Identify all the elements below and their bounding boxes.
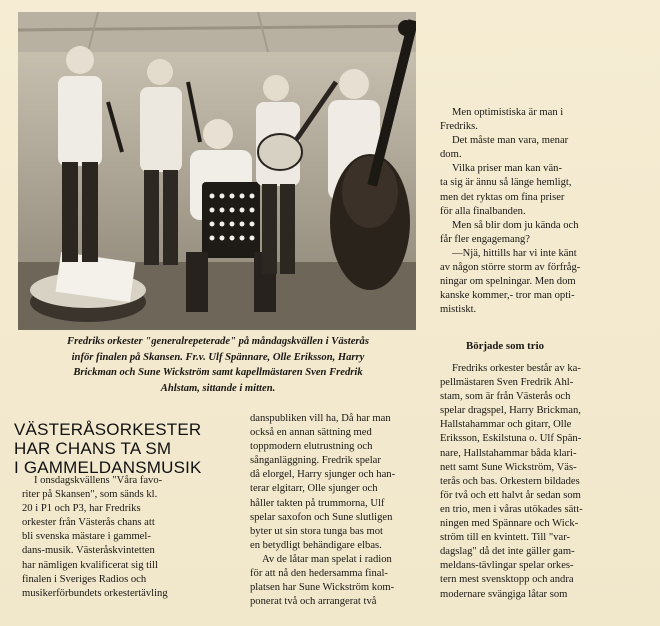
text-line: för att nå den hedersamma final- (250, 568, 388, 580)
text-line: terar elgitarr, Olle sjunger och (250, 483, 378, 495)
photo-caption (18, 334, 418, 396)
text-line: platsen har Sune Wickström kom- (250, 582, 395, 594)
article-column-2 (250, 412, 430, 609)
text-line: sånganläggning. Fredrik spelar (250, 455, 381, 467)
band-photo (18, 12, 416, 330)
headline-line: VÄSTERÅSORKESTER (14, 420, 202, 439)
text-line: musikerförbundets orkestertävling (22, 587, 168, 599)
article-headline (14, 420, 244, 477)
text-line: toppmodern elutrustning och (250, 441, 373, 453)
text-line: Det måste man vara, menar (452, 135, 569, 147)
text-line: håller takten på trummorna, Ulf (250, 497, 385, 509)
text-line: terås och bas. Orkestern bildades (440, 475, 580, 487)
caption-line: inför finalen på Skansen. Fr.v. Ulf Spännare, Olle Eriksson, Harry (71, 351, 365, 363)
text-line: av någon större storm av förfråg- (440, 262, 581, 274)
text-line: meldans-tävlingar spelar orkes- (440, 560, 574, 572)
text-line: Men optimistiska är man i (452, 107, 564, 118)
text-line: finalen i Sveriges Radios och (22, 573, 147, 585)
text-line: Hallstahammar och gitarr, Olle (440, 419, 572, 431)
text-line: spelar dragspel, Harry Brickman, (440, 405, 581, 417)
caption-line: Brickman och Sune Wickström samt kapellmästaren Sven Fredrik (73, 367, 363, 378)
text-line: en betydligt behändigare elbas. (250, 539, 382, 551)
text-line: en trio, men i våras utökades sätt- (440, 503, 583, 515)
text-line: spelar saxofon och Sune slutligen (250, 511, 393, 523)
text-line: då elorgel, Harry sjunger och han- (250, 469, 396, 481)
text-line: ta sig är ännu så länge hemligt, (440, 177, 572, 189)
text-line: för två och ett halvt år sedan som (440, 489, 581, 501)
text-line: I onsdagskvällens "Våra favo- (34, 475, 163, 486)
text-line: dagslag" då det inte gäller gam- (440, 546, 575, 558)
headline-line: HAR CHANS TA SM (14, 439, 172, 458)
article-column-1 (22, 474, 242, 601)
text-line: Vilka priser man kan vän- (452, 163, 562, 175)
text-line: nare, Hallstahammar båda klari- (440, 447, 577, 459)
text-line: 20 i P1 och P3, har Fredriks (22, 503, 141, 515)
text-line: men det ryktas om fina priser (440, 191, 565, 203)
text-line: har nämligen kvalificerat sig till (22, 559, 158, 571)
text-line: ström till en kvintett. Till "var- (440, 532, 571, 544)
text-line: också en annan sättning med (250, 427, 372, 439)
text-line: ningar om spelningar. Men dom (440, 276, 576, 288)
text-line: danspubliken vill ha, Då har man (250, 413, 391, 424)
text-line: nett samt Sune Wickström, Väs- (440, 461, 577, 473)
text-line: riter på Skansen", som sänds kl. (22, 489, 158, 501)
text-line: tern mest svensktopp och andra (440, 574, 574, 586)
text-line: dans-musik. Västeråskvintetten (22, 545, 155, 557)
article-column-3-top (440, 106, 650, 317)
caption-line: Ahlstam, sittande i mitten. (160, 382, 276, 394)
text-line: mistiskt. (440, 304, 477, 316)
text-line: pellmästaren Sven Fredrik Ahl- (440, 377, 574, 389)
text-line: Men så blir dom ju kända och (452, 219, 579, 231)
headline-line: I GAMMELDANSMUSIK (14, 458, 202, 477)
text-line: Av de låtar man spelat i radion (262, 553, 392, 565)
text-line: kanske kommer,- tror man opti- (440, 290, 575, 302)
text-line: —Njä, hittills har vi inte känt (452, 247, 577, 259)
text-line: ponerat två och arrangerat två (250, 596, 377, 608)
text-line: Fredriks. (440, 121, 478, 133)
section-subheading: Började som trio (466, 340, 544, 352)
band-photo-illustration (18, 12, 416, 330)
article-column-3-bottom (440, 362, 652, 602)
text-line: dom. (440, 149, 462, 161)
text-line: modernare svängiga låtar som (440, 588, 568, 600)
text-line: Eriksson, Eskilstuna o. Ulf Spän- (440, 433, 582, 445)
text-line: för alla finalbanden. (440, 205, 526, 217)
text-line: stam, som är från Västerås och (440, 391, 571, 403)
text-line: ningen med Spännare och Wick- (440, 518, 579, 530)
text-line: byter ut sin stora tunga bas mot (250, 525, 383, 537)
caption-line: Fredriks orkester "generalrepeterade" på måndagskvällen i Västerås (67, 336, 369, 347)
text-line: får fler engagemang? (440, 233, 530, 245)
text-line: orkester från Västerås chans att (22, 517, 155, 529)
text-line: bli svenska mästare i gammel- (22, 531, 151, 543)
text-line: Fredriks orkester består av ka- (452, 363, 581, 374)
